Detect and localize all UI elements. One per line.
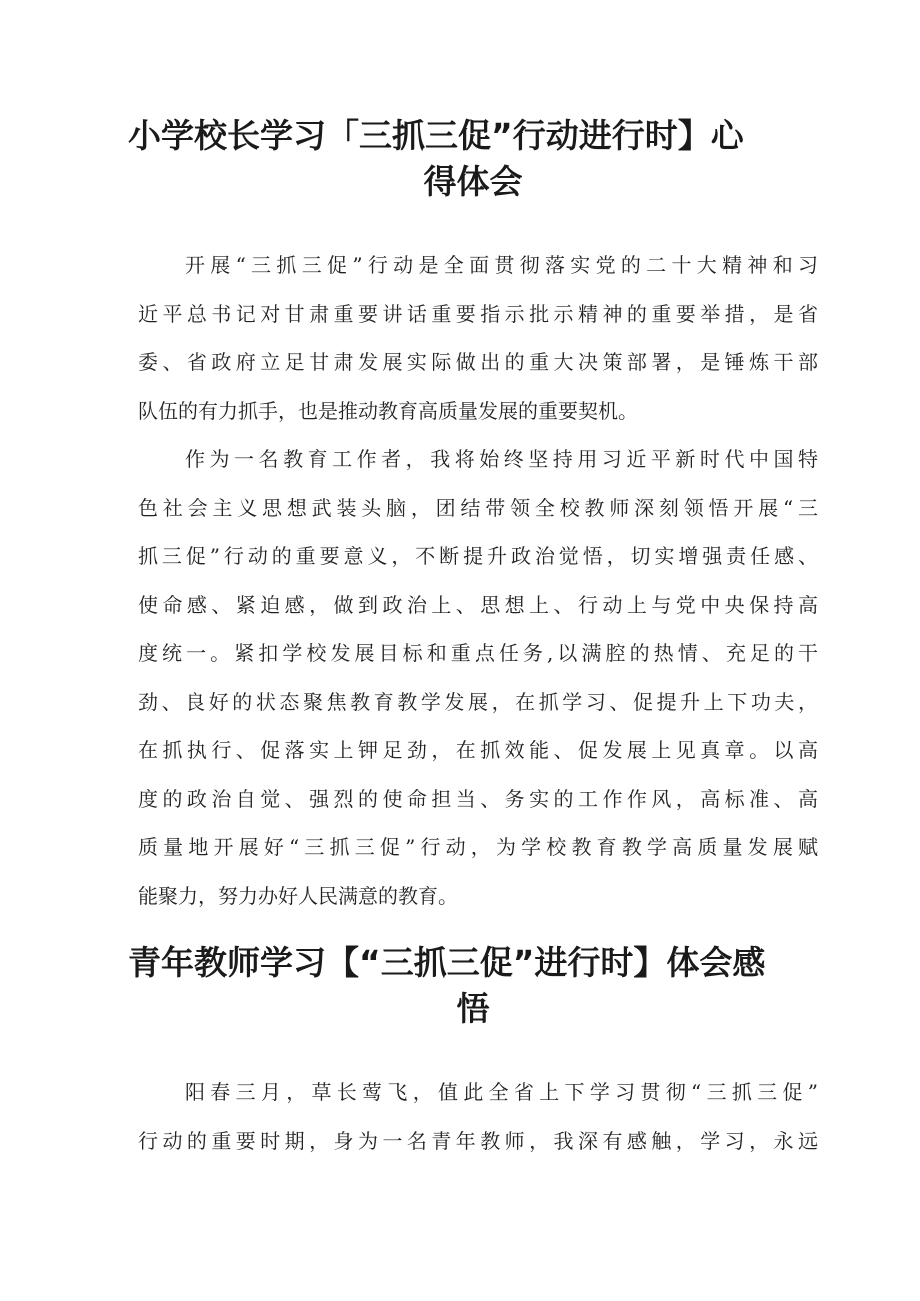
article-1-paragraph-2 xyxy=(138,435,818,920)
article-2-title xyxy=(128,940,818,1032)
article-1-paragraph-1 xyxy=(138,241,818,435)
text-line: 开展“三抓三促”行动是全面贯彻落实党的二十大精神和习 xyxy=(185,253,818,277)
article-2-title-line-1: 青年教师学习【“三抓三促”进行时】体会感 xyxy=(128,943,766,982)
text-line: 使命感、紧迫感，做到政治上、思想上、行动上与党中央保持高 xyxy=(138,592,818,617)
text-line: 抓三促”行动的重要意义，不断提升政治觉悟，切实增强责任感、 xyxy=(138,544,818,568)
text-line: 阳春三月，草长莺飞，值此全省上下学习贯彻“三抓三促” xyxy=(185,1080,818,1104)
text-line: 色社会主义思想武装头脑，团结带领全校教师深刻领悟开展“三 xyxy=(138,495,818,520)
text-line: 在抓执行、促落实上钾足劲，在抓效能、促发展上见真章。以高 xyxy=(138,738,818,762)
article-1-title xyxy=(128,113,818,205)
article-2-title-line-2: 悟 xyxy=(456,989,490,1028)
text-line: 劲、良好的状态聚焦教育教学发展，在抓学习、促提升上下功夫， xyxy=(138,689,818,714)
article-1-title-line-2: 得体会 xyxy=(423,162,523,201)
text-line: 质量地开展好“三抓三促”行动，为学校教育教学高质量发展赋 xyxy=(138,835,818,859)
text-line: 度的政治自觉、强烈的使命担当、务实的工作作风，高标准、高 xyxy=(138,786,818,811)
text-line: 能聚力，努力办好人民满意的教育。 xyxy=(138,883,458,908)
text-line: 作为一名教育工作者，我将始终坚持用习近平新时代中国特 xyxy=(185,447,818,471)
article-2-paragraph-1 xyxy=(138,1068,818,1165)
text-line: 度统一。紧扣学校发展目标和重点任务,以满腔的热情、充足的干 xyxy=(138,641,818,665)
text-line: 行动的重要时期，身为一名青年教师，我深有感触，学习，永远 xyxy=(138,1128,818,1153)
text-line: 近平总书记对甘肃重要讲话重要指示批示精神的重要举措，是省 xyxy=(138,301,818,326)
article-1-title-line-1: 小学校长学习「三抓三促”行动进行时】心 xyxy=(128,116,744,155)
text-line: 委、省政府立足甘肃发展实际做出的重大决策部署，是锤炼干部 xyxy=(138,350,818,374)
text-line: 队伍的有力抓手，也是推动教育高质量发展的重要契机。 xyxy=(138,398,638,423)
